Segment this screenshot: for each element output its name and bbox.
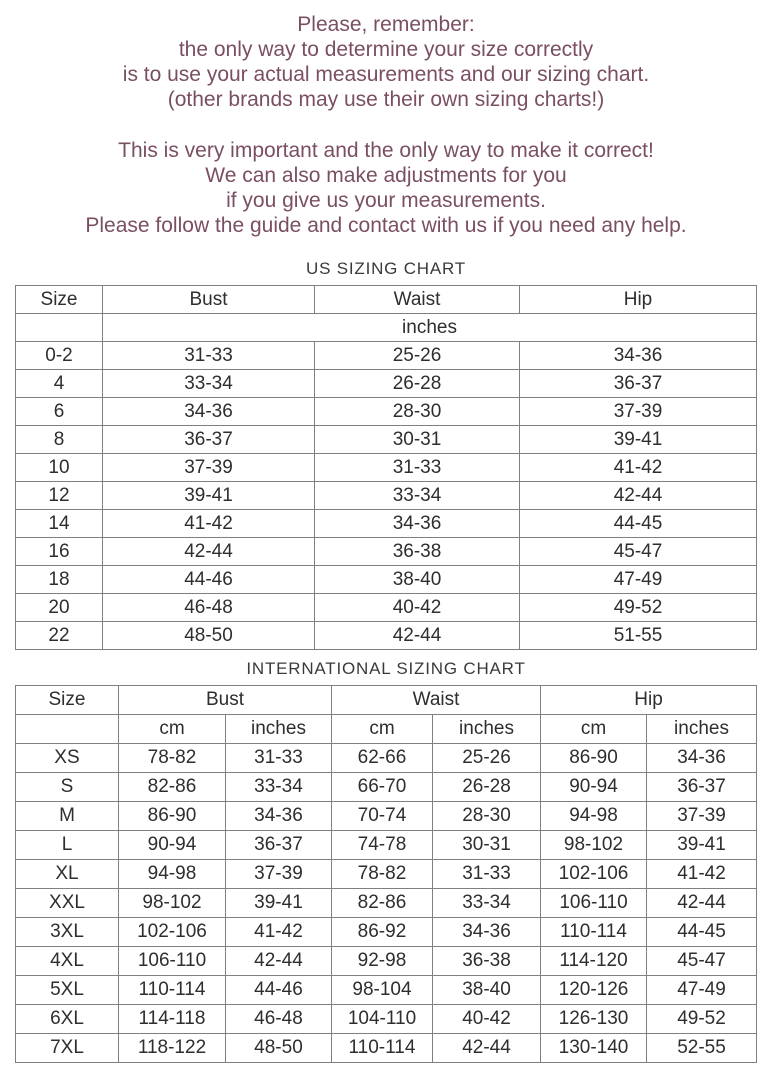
table-cell: 42-44 bbox=[520, 482, 757, 510]
table-cell: 3XL bbox=[15, 918, 118, 947]
empty-cell bbox=[16, 314, 103, 342]
table-cell: 37-39 bbox=[225, 860, 331, 889]
table-row bbox=[15, 773, 756, 802]
intl-subheader-row bbox=[15, 715, 756, 744]
table-row bbox=[15, 889, 756, 918]
table-cell: 40-42 bbox=[315, 594, 520, 622]
us-header-row bbox=[16, 286, 757, 314]
table-cell: 6 bbox=[16, 398, 103, 426]
table-cell: 36-37 bbox=[520, 370, 757, 398]
table-cell: 52-55 bbox=[647, 1034, 757, 1063]
table-cell: 34-36 bbox=[432, 918, 540, 947]
intro-line: This is very important and the only way to make it correct! bbox=[118, 139, 654, 162]
table-cell: 49-52 bbox=[520, 594, 757, 622]
table-cell: XXL bbox=[15, 889, 118, 918]
table-cell: 14 bbox=[16, 510, 103, 538]
table-cell: 110-114 bbox=[331, 1034, 432, 1063]
intl-subheader-waist-inches: inches bbox=[432, 715, 540, 744]
table-row bbox=[16, 342, 757, 370]
table-cell: 5XL bbox=[15, 976, 118, 1005]
table-cell: 39-41 bbox=[647, 831, 757, 860]
table-cell: 70-74 bbox=[331, 802, 432, 831]
table-cell: 46-48 bbox=[225, 1005, 331, 1034]
table-cell: 62-66 bbox=[331, 744, 432, 773]
table-cell: 4XL bbox=[15, 947, 118, 976]
table-cell: 102-106 bbox=[118, 918, 225, 947]
intl-subheader-bust-cm: cm bbox=[118, 715, 225, 744]
table-cell: 33-34 bbox=[432, 889, 540, 918]
table-cell: 66-70 bbox=[331, 773, 432, 802]
table-cell: 42-44 bbox=[225, 947, 331, 976]
table-cell: 114-118 bbox=[118, 1005, 225, 1034]
us-column-header-size: Size bbox=[16, 286, 103, 314]
table-cell: 82-86 bbox=[118, 773, 225, 802]
table-cell: 12 bbox=[16, 482, 103, 510]
table-cell: 0-2 bbox=[16, 342, 103, 370]
table-cell: 36-37 bbox=[103, 426, 315, 454]
table-row bbox=[16, 538, 757, 566]
table-cell: 42-44 bbox=[432, 1034, 540, 1063]
table-cell: L bbox=[15, 831, 118, 860]
table-cell: 41-42 bbox=[225, 918, 331, 947]
table-cell: 39-41 bbox=[520, 426, 757, 454]
intl-column-header-hip: Hip bbox=[541, 686, 757, 715]
empty-cell bbox=[15, 715, 118, 744]
table-cell: 26-28 bbox=[432, 773, 540, 802]
table-cell: 46-48 bbox=[103, 594, 315, 622]
table-cell: 98-104 bbox=[331, 976, 432, 1005]
table-cell: 40-42 bbox=[432, 1005, 540, 1034]
table-row bbox=[16, 482, 757, 510]
table-cell: 82-86 bbox=[331, 889, 432, 918]
table-cell: 28-30 bbox=[315, 398, 520, 426]
table-cell: 114-120 bbox=[541, 947, 647, 976]
table-row bbox=[15, 744, 756, 773]
intl-header-row bbox=[15, 686, 756, 715]
table-cell: 94-98 bbox=[541, 802, 647, 831]
table-cell: 6XL bbox=[15, 1005, 118, 1034]
paragraph-gap bbox=[0, 112, 772, 138]
table-cell: 38-40 bbox=[432, 976, 540, 1005]
table-cell: 74-78 bbox=[331, 831, 432, 860]
table-cell: S bbox=[15, 773, 118, 802]
table-row bbox=[16, 398, 757, 426]
table-row bbox=[15, 831, 756, 860]
table-cell: 41-42 bbox=[520, 454, 757, 482]
table-cell: 37-39 bbox=[647, 802, 757, 831]
intl-sizing-table bbox=[15, 685, 757, 1063]
table-cell: 36-37 bbox=[225, 831, 331, 860]
table-cell: 33-34 bbox=[315, 482, 520, 510]
table-row bbox=[16, 594, 757, 622]
table-cell: 25-26 bbox=[432, 744, 540, 773]
table-cell: 8 bbox=[16, 426, 103, 454]
table-cell: 25-26 bbox=[315, 342, 520, 370]
table-cell: 110-114 bbox=[118, 976, 225, 1005]
table-cell: 39-41 bbox=[225, 889, 331, 918]
table-cell: 98-102 bbox=[118, 889, 225, 918]
table-cell: 28-30 bbox=[432, 802, 540, 831]
intl-subheader-bust-inches: inches bbox=[225, 715, 331, 744]
intro-line: the only way to determine your size correctly bbox=[178, 38, 594, 61]
intro-text bbox=[0, 12, 772, 238]
table-cell: 30-31 bbox=[432, 831, 540, 860]
table-cell: M bbox=[15, 802, 118, 831]
table-cell: 7XL bbox=[15, 1034, 118, 1063]
table-row bbox=[16, 566, 757, 594]
table-cell: 44-46 bbox=[103, 566, 315, 594]
table-cell: 86-90 bbox=[118, 802, 225, 831]
table-cell: 34-36 bbox=[225, 802, 331, 831]
intl-column-header-waist: Waist bbox=[331, 686, 540, 715]
table-cell: 4 bbox=[16, 370, 103, 398]
table-cell: 130-140 bbox=[541, 1034, 647, 1063]
table-row bbox=[15, 802, 756, 831]
table-cell: 31-33 bbox=[315, 454, 520, 482]
table-cell: 78-82 bbox=[118, 744, 225, 773]
table-cell: 41-42 bbox=[103, 510, 315, 538]
intl-column-header-size: Size bbox=[15, 686, 118, 715]
intl-subheader-hip-cm: cm bbox=[541, 715, 647, 744]
table-cell: 16 bbox=[16, 538, 103, 566]
table-cell: 37-39 bbox=[103, 454, 315, 482]
table-cell: 18 bbox=[16, 566, 103, 594]
us-column-header-waist: Waist bbox=[315, 286, 520, 314]
us-unit-row bbox=[16, 314, 757, 342]
table-cell: 20 bbox=[16, 594, 103, 622]
table-row bbox=[16, 370, 757, 398]
table-cell: 106-110 bbox=[541, 889, 647, 918]
table-cell: 10 bbox=[16, 454, 103, 482]
table-cell: 102-106 bbox=[541, 860, 647, 889]
table-cell: 47-49 bbox=[520, 566, 757, 594]
table-cell: 39-41 bbox=[103, 482, 315, 510]
table-cell: 38-40 bbox=[315, 566, 520, 594]
table-cell: 110-114 bbox=[541, 918, 647, 947]
table-cell: 22 bbox=[16, 622, 103, 650]
table-cell: 44-45 bbox=[520, 510, 757, 538]
intl-subheader-waist-cm: cm bbox=[331, 715, 432, 744]
table-cell: 51-55 bbox=[520, 622, 757, 650]
table-cell: 34-36 bbox=[647, 744, 757, 773]
table-cell: XL bbox=[15, 860, 118, 889]
table-cell: 33-34 bbox=[225, 773, 331, 802]
table-cell: 78-82 bbox=[331, 860, 432, 889]
table-cell: 42-44 bbox=[315, 622, 520, 650]
table-cell: 36-38 bbox=[315, 538, 520, 566]
intro-line: if you give us your measurements. bbox=[226, 189, 546, 212]
intl-chart-title: INTERNATIONAL SIZING CHART bbox=[246, 659, 526, 678]
table-cell: 31-33 bbox=[103, 342, 315, 370]
table-cell: 31-33 bbox=[225, 744, 331, 773]
table-row bbox=[15, 976, 756, 1005]
table-cell: 31-33 bbox=[432, 860, 540, 889]
table-row bbox=[16, 454, 757, 482]
table-cell: 42-44 bbox=[647, 889, 757, 918]
table-cell: 45-47 bbox=[647, 947, 757, 976]
table-cell: 86-90 bbox=[541, 744, 647, 773]
table-cell: 26-28 bbox=[315, 370, 520, 398]
table-row bbox=[15, 947, 756, 976]
table-cell: 90-94 bbox=[541, 773, 647, 802]
table-row bbox=[16, 622, 757, 650]
table-cell: 106-110 bbox=[118, 947, 225, 976]
table-cell: 90-94 bbox=[118, 831, 225, 860]
table-cell: 48-50 bbox=[225, 1034, 331, 1063]
table-cell: 49-52 bbox=[647, 1005, 757, 1034]
table-cell: 33-34 bbox=[103, 370, 315, 398]
table-cell: 118-122 bbox=[118, 1034, 225, 1063]
table-row bbox=[15, 918, 756, 947]
us-chart-title: US SIZING CHART bbox=[306, 259, 466, 278]
table-row bbox=[15, 1034, 756, 1063]
us-column-header-hip: Hip bbox=[520, 286, 757, 314]
table-cell: 120-126 bbox=[541, 976, 647, 1005]
table-cell: 36-37 bbox=[647, 773, 757, 802]
us-unit-label: inches bbox=[103, 314, 757, 342]
table-cell: 126-130 bbox=[541, 1005, 647, 1034]
table-cell: 41-42 bbox=[647, 860, 757, 889]
table-row bbox=[15, 1005, 756, 1034]
table-cell: 42-44 bbox=[103, 538, 315, 566]
table-cell: 34-36 bbox=[103, 398, 315, 426]
us-column-header-bust: Bust bbox=[103, 286, 315, 314]
table-row bbox=[15, 860, 756, 889]
table-cell: 104-110 bbox=[331, 1005, 432, 1034]
table-cell: 92-98 bbox=[331, 947, 432, 976]
intl-subheader-hip-inches: inches bbox=[647, 715, 757, 744]
table-row bbox=[16, 510, 757, 538]
table-cell: 98-102 bbox=[541, 831, 647, 860]
table-cell: 45-47 bbox=[520, 538, 757, 566]
table-cell: 34-36 bbox=[315, 510, 520, 538]
table-cell: 86-92 bbox=[331, 918, 432, 947]
intro-line: (other brands may use their own sizing charts!) bbox=[167, 88, 605, 111]
intro-line: Please follow the guide and contact with us if you need any help. bbox=[85, 214, 687, 237]
table-cell: 36-38 bbox=[432, 947, 540, 976]
table-cell: 47-49 bbox=[647, 976, 757, 1005]
intl-column-header-bust: Bust bbox=[118, 686, 331, 715]
table-row bbox=[16, 426, 757, 454]
table-cell: 37-39 bbox=[520, 398, 757, 426]
table-cell: 30-31 bbox=[315, 426, 520, 454]
us-sizing-table bbox=[15, 285, 757, 650]
table-cell: 44-46 bbox=[225, 976, 331, 1005]
table-cell: 34-36 bbox=[520, 342, 757, 370]
table-cell: 44-45 bbox=[647, 918, 757, 947]
table-cell: XS bbox=[15, 744, 118, 773]
table-cell: 48-50 bbox=[103, 622, 315, 650]
intro-line: Please, remember: bbox=[297, 13, 475, 36]
intro-line: We can also make adjustments for you bbox=[205, 164, 567, 187]
intro-line: is to use your actual measurements and our sizing chart. bbox=[122, 63, 650, 86]
table-cell: 94-98 bbox=[118, 860, 225, 889]
